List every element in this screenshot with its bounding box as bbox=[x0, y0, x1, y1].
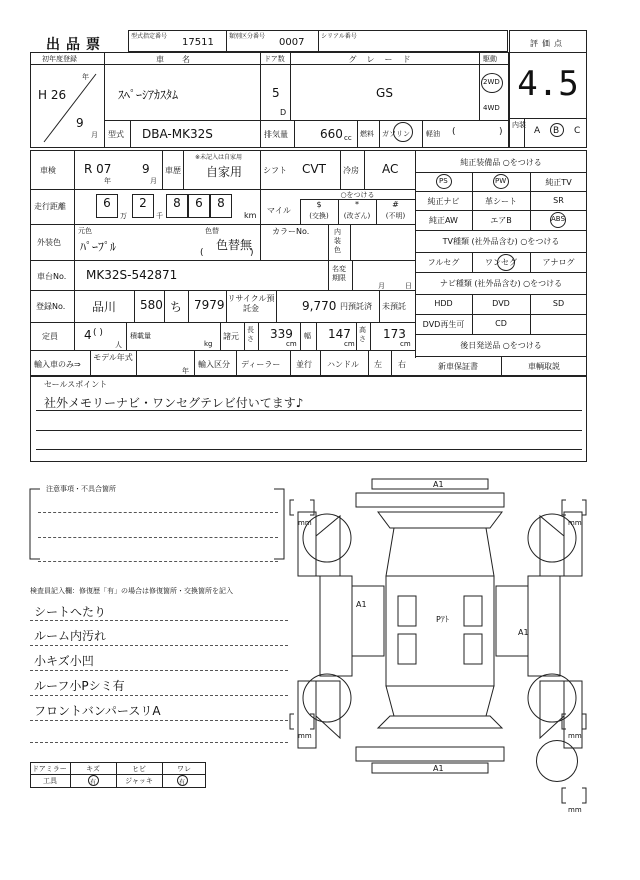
document-title: 出品票 bbox=[46, 37, 106, 53]
type-approval-value: 17511 bbox=[182, 37, 214, 48]
interior-b: B bbox=[553, 126, 560, 136]
ac-label: 冷房 bbox=[343, 166, 359, 175]
fuel-value: ガソリン bbox=[382, 130, 410, 138]
legend-scratch: キズ bbox=[86, 765, 100, 773]
ac-value: AC bbox=[382, 162, 399, 176]
exterior-color-label: 外装色 bbox=[37, 238, 61, 247]
mileage-digit-1: 6 bbox=[103, 196, 111, 210]
mileage-label: 走行距離 bbox=[34, 202, 66, 211]
equip-ps: PS bbox=[439, 177, 448, 185]
capacity-paren: ( ) bbox=[93, 328, 103, 338]
navi-cd: CD bbox=[495, 319, 507, 328]
navi-dvd-play: DVD再生可 bbox=[422, 320, 465, 329]
model-value: DBA-MK32S bbox=[142, 127, 213, 141]
inspector-line-3: 小キズ小凹 bbox=[34, 654, 94, 668]
legend-tools: 工具 bbox=[43, 777, 57, 785]
mark-hash: # bbox=[392, 200, 399, 209]
mileage-digit-2: 2 bbox=[139, 196, 147, 210]
tv-type-title: TV種類 (社外品含む) ○をつける bbox=[442, 237, 560, 246]
mm-rear-left: mm bbox=[298, 732, 312, 740]
reg-area: 品川 bbox=[92, 300, 117, 314]
reg-kana: ち bbox=[170, 300, 183, 314]
mark-hash-note: (不明) bbox=[385, 212, 406, 220]
person-unit: 人 bbox=[115, 341, 122, 349]
car-name: ｽﾍﾟｰｼｱｶｽﾀﾑ bbox=[118, 88, 179, 102]
repaint-paren-r: ) bbox=[250, 248, 254, 258]
reg-label: 登録No. bbox=[36, 302, 66, 311]
recycle-label: リサイクル預託金 bbox=[227, 294, 275, 313]
later-manual: 車輌取説 bbox=[528, 362, 560, 371]
first-reg-month: 9 bbox=[76, 116, 84, 130]
model-year-label: モデル年式 bbox=[93, 353, 133, 362]
legend-door-mirror: ドアミラー bbox=[32, 765, 67, 773]
handle-left: 左 bbox=[374, 360, 382, 369]
score-value: 4.5 bbox=[517, 64, 579, 104]
vin-label: 車台No. bbox=[37, 272, 67, 281]
model-label: 型式 bbox=[108, 130, 124, 139]
inspection-label: 車検 bbox=[40, 166, 56, 175]
inspection-month-unit: 月 bbox=[150, 177, 157, 185]
sen-unit: 千 bbox=[156, 212, 163, 220]
reg-class: 580 bbox=[140, 298, 163, 312]
equip-navi: 純正ナビ bbox=[427, 197, 460, 206]
equip-aw: 純正AW bbox=[429, 216, 458, 225]
sales-point-text: 社外メモリーナビ・ワンセグテレビ付いてます♪ bbox=[44, 396, 304, 410]
legend-jack: ジャッキ bbox=[125, 777, 153, 785]
equip-pw: PW bbox=[495, 177, 507, 185]
model-year-unit: 年 bbox=[182, 367, 189, 375]
mileage-digit-3: 8 bbox=[173, 196, 181, 210]
sales-point-label: セールスポイント bbox=[44, 380, 108, 389]
name-change-label: 名変期限 bbox=[332, 265, 346, 282]
tv-oneseg: ワンセグ bbox=[485, 258, 517, 267]
category-value: 0007 bbox=[279, 37, 305, 48]
color-no-label: カラーNo. bbox=[272, 227, 310, 236]
length-value: 339 bbox=[270, 327, 293, 341]
inspection-month: 9 bbox=[142, 162, 150, 176]
history-value: 自家用 bbox=[206, 165, 243, 179]
parallel-option: 並行 bbox=[296, 360, 312, 369]
month-unit: 月 bbox=[91, 131, 98, 139]
vin-value: MK32S-542871 bbox=[86, 268, 178, 282]
width-label: 幅 bbox=[304, 332, 311, 340]
history-note: ※未記入は自家用 bbox=[195, 154, 243, 161]
mileage-digit-5: 8 bbox=[217, 196, 225, 210]
mm-spare: mm bbox=[568, 806, 582, 814]
interior-color-label: 内装色 bbox=[334, 228, 341, 254]
paren-close: ) bbox=[499, 127, 503, 137]
interior-c: C bbox=[574, 126, 581, 136]
mark-dollar-note: (交換) bbox=[309, 212, 329, 220]
drive-2wd: 2WD bbox=[483, 78, 500, 86]
mark-label: ○をつける bbox=[340, 191, 375, 199]
length-label: 長さ bbox=[247, 326, 254, 343]
name-change-month: 月 bbox=[378, 282, 385, 290]
shift-label: シフト bbox=[263, 166, 287, 175]
load-label: 積載量 bbox=[130, 332, 151, 340]
light-oil-label: 軽油 bbox=[426, 130, 440, 138]
legend-tools-yes: 有 bbox=[90, 779, 97, 786]
drive-4wd: 4WD bbox=[483, 104, 500, 112]
displacement-value: 660 bbox=[320, 127, 343, 141]
mileage-digit-4: 6 bbox=[195, 196, 203, 210]
length-cm: cm bbox=[286, 340, 297, 348]
later-items-title: 後日発送品 ○をつける bbox=[460, 341, 542, 350]
recycle-unpaid: 未預託 bbox=[382, 302, 406, 311]
equip-airbag: エアB bbox=[490, 216, 512, 225]
diagram-a1-left: A1 bbox=[356, 600, 367, 609]
category-label: 類別区分番号 bbox=[229, 33, 266, 40]
doors-label: ドア数 bbox=[264, 55, 285, 63]
mark-star-note: (改ざん) bbox=[343, 212, 371, 220]
inspector-line-5: フロントバンパースリA bbox=[34, 704, 161, 718]
width-cm: cm bbox=[344, 340, 355, 348]
equipment-title: 純正装備品 ○をつける bbox=[460, 158, 542, 167]
mark-dollar: $ bbox=[316, 200, 322, 209]
score-label: 評価点 bbox=[530, 39, 566, 48]
equip-leather: 革シート bbox=[485, 197, 517, 206]
first-reg-era: H 26 bbox=[38, 88, 67, 102]
height-cm: cm bbox=[400, 340, 411, 348]
fuel-label: 燃料 bbox=[360, 130, 374, 138]
man-unit: 万 bbox=[120, 212, 127, 220]
handle-right: 右 bbox=[398, 360, 406, 369]
capacity-label: 定員 bbox=[42, 332, 58, 341]
repaint-value: 色替無 bbox=[216, 238, 253, 252]
legend-break: ワレ bbox=[177, 765, 191, 773]
shift-value: CVT bbox=[302, 162, 326, 176]
recycle-value: 9,770 bbox=[302, 299, 337, 313]
grade-label: グレード bbox=[348, 55, 421, 64]
km-unit: km bbox=[244, 211, 257, 220]
repaint-paren-l: ( bbox=[200, 248, 204, 258]
interior-label: 内装 bbox=[512, 121, 526, 129]
later-warranty: 新車保証書 bbox=[438, 362, 478, 371]
height-value: 173 bbox=[383, 327, 406, 341]
tv-analog: アナログ bbox=[542, 258, 575, 267]
equip-tv: 純正TV bbox=[545, 178, 572, 187]
notes-label: 注意事項・不具合箇所 bbox=[46, 485, 116, 493]
spare-tire bbox=[536, 740, 578, 782]
history-label: 車歴 bbox=[165, 166, 181, 175]
mm-front-left: mm bbox=[298, 519, 312, 527]
mile-label: マイル bbox=[267, 206, 291, 215]
inspector-line-2: ルーム内汚れ bbox=[34, 629, 107, 643]
doors-value: 5 bbox=[272, 86, 280, 100]
import-cat-label: 輸入区分 bbox=[198, 360, 230, 369]
inspector-label: 検査員記入欄：修復歴「有」の場合は修復箇所・交換箇所を記入 bbox=[30, 587, 233, 595]
capacity-value: 4 bbox=[84, 328, 92, 342]
navi-dvd: DVD bbox=[492, 299, 510, 308]
diagram-a1-front: A1 bbox=[433, 480, 444, 489]
reg-number: 7979 bbox=[194, 298, 225, 312]
mm-rear-right: mm bbox=[568, 732, 582, 740]
inspector-line-4: ルーフ小Pシミ有 bbox=[34, 679, 125, 693]
navi-hdd: HDD bbox=[434, 299, 453, 308]
recycle-unit: 円預託済 bbox=[340, 302, 372, 311]
mark-star: * bbox=[355, 200, 359, 209]
dealer-option: ディーラー bbox=[241, 360, 281, 369]
kg-unit: kg bbox=[204, 340, 213, 348]
first-reg-label: 初年度登録 bbox=[42, 55, 77, 63]
handle-label: ハンドル bbox=[327, 360, 359, 369]
interior-a: A bbox=[534, 126, 541, 136]
paren-open: ( bbox=[452, 127, 456, 137]
equip-sr: SR bbox=[553, 196, 564, 205]
serial-label: シリアル番号 bbox=[321, 33, 357, 40]
import-label: 輸入車のみ⇒ bbox=[34, 360, 81, 369]
navi-sd: SD bbox=[552, 299, 565, 308]
legend-crack: ヒビ bbox=[132, 765, 146, 773]
drive-label: 駆動 bbox=[483, 55, 497, 63]
notes-bracket bbox=[26, 484, 288, 564]
width-value: 147 bbox=[328, 327, 351, 341]
grade-value: GS bbox=[376, 86, 393, 100]
year-unit: 年 bbox=[82, 73, 89, 81]
legend-jack-yes: 有 bbox=[179, 779, 186, 786]
diagram-a1-rear: A1 bbox=[433, 764, 444, 773]
orig-color-value: ﾊﾟｰﾌﾟﾙ bbox=[80, 240, 117, 254]
doors-suffix: D bbox=[280, 108, 287, 117]
orig-color-label: 元色 bbox=[78, 227, 92, 235]
equip-abs: ABS bbox=[551, 215, 565, 223]
height-label: 高さ bbox=[359, 326, 366, 343]
diagram-p-atoku: Pｱﾄ bbox=[436, 615, 449, 624]
dims-label: 諸元 bbox=[223, 332, 239, 341]
inspection-value: R 07 bbox=[84, 162, 112, 176]
inspection-year-unit: 年 bbox=[104, 177, 111, 185]
tv-fullseg: フルセグ bbox=[427, 258, 460, 267]
mm-front-right: mm bbox=[568, 519, 582, 527]
repaint-label: 色替 bbox=[205, 227, 219, 235]
displacement-label: 排気量 bbox=[264, 130, 288, 139]
type-approval-label: 型式指定番号 bbox=[131, 33, 168, 40]
navi-type-title: ナビ種類 (社外品含む) ○をつける bbox=[439, 279, 563, 288]
cc-unit: cc bbox=[344, 134, 352, 142]
car-name-label: 車名 bbox=[156, 55, 208, 64]
diagram-a1-right: A1 bbox=[518, 628, 529, 637]
inspector-line-1: シートへたり bbox=[34, 605, 107, 619]
